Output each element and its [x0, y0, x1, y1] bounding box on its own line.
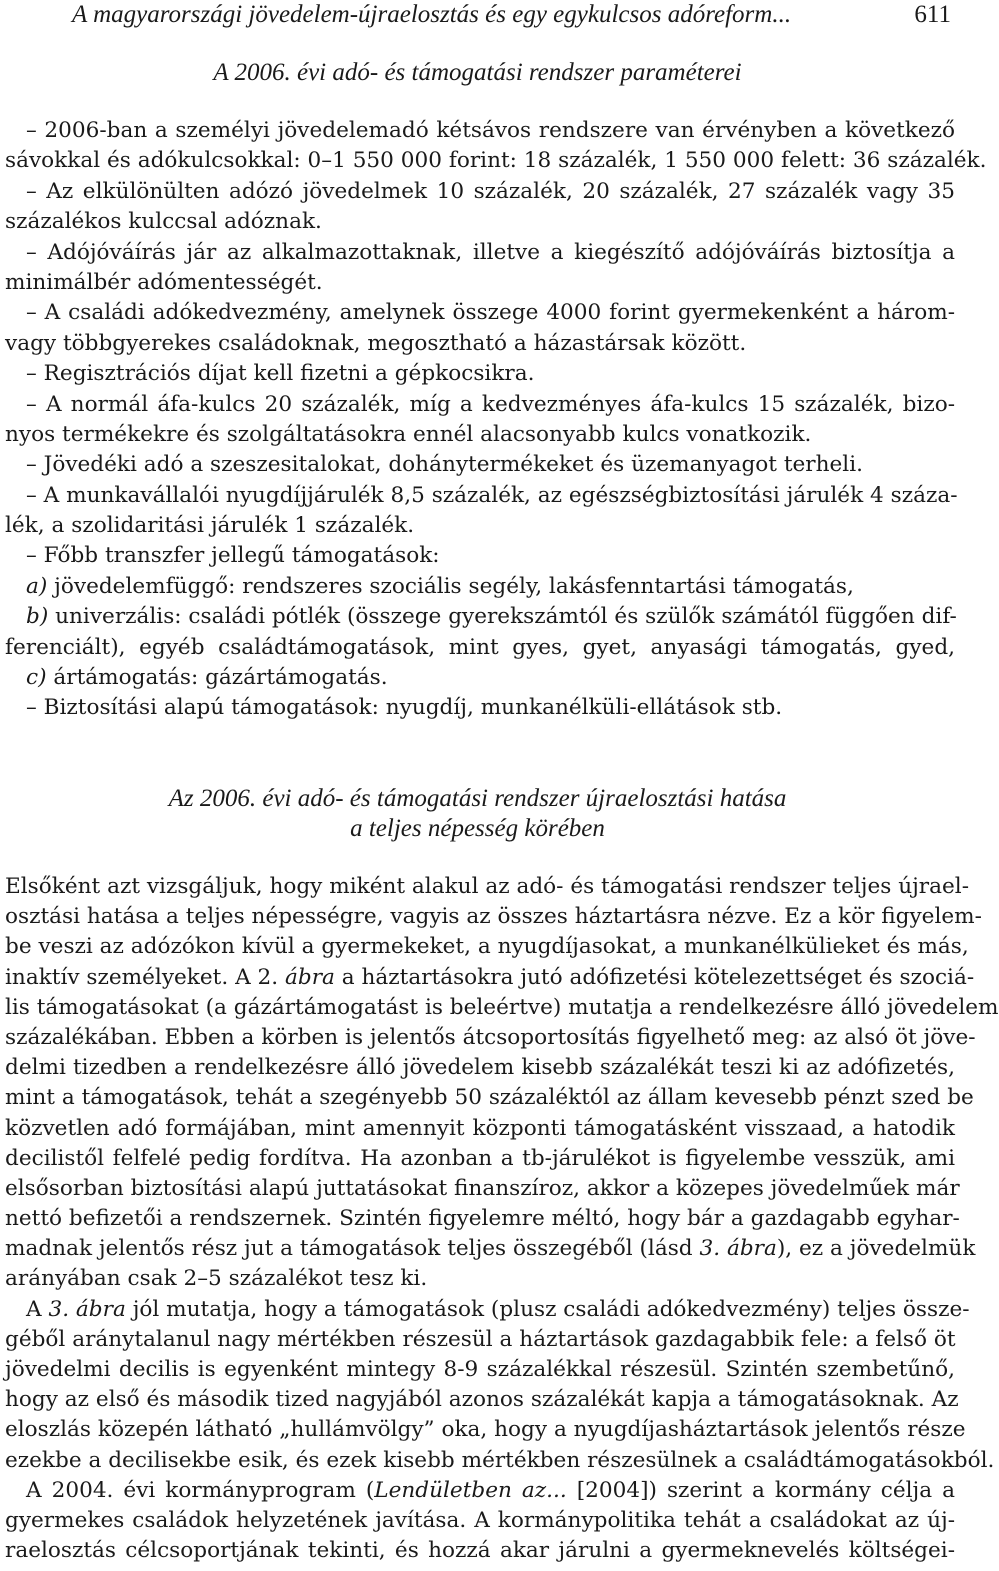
citation-title: Lendületben az...	[374, 1477, 567, 1503]
paragraph-line: osztási hatása a teljes népességre, vagyis az összes háztartásra nézve. Ez a kör figyelem-	[5, 904, 982, 930]
parameter-line: – Jövedéki adó a szeszesitalokat, dohánytermékeket és üzemanyagot terheli.	[26, 452, 863, 478]
paragraph-line: jövedelmi decilis is egyenként mintegy 8-9 százalékkal részesül. Szintén szembetűnő,	[5, 1357, 955, 1382]
paragraph-line: decilistől felfelé pedig fordítva. Ha azonban a tb-járulékot is figyelembe vesszük, ami	[5, 1145, 955, 1171]
paragraph-line: arányában csak 2–5 százalékot tesz ki.	[5, 1266, 428, 1292]
parameter-line: sávokkal és adókulcsokkal: 0–1 550 000 forint: 18 százalék, 1 550 000 felett: 36 százalék.	[5, 148, 987, 174]
parameter-line: lék, a szolidaritási járulék 1 százalék.	[5, 513, 415, 539]
section-heading-redistribution: Az 2006. évi adó- és támogatási rendszer újraelosztási hatása	[168, 785, 787, 812]
parameter-line: – A munkavállalói nyugdíjjárulék 8,5 százalék, az egészségbiztosítási járulék 4 száza-	[26, 482, 958, 508]
parameter-line: vagy többgyerekes családoknak, megosztható a házastársak között.	[5, 330, 747, 356]
text-run: a háztartásokra jutó adófizetési kötelezettséget és szociá-	[334, 964, 975, 990]
paragraph-line: százalékában. Ebben a körben is jelentős átcsoportosítás figyelhető meg: az alsó öt jöve-	[5, 1024, 976, 1050]
paragraph-line: lis támogatásokat (a gázártámogatást is beleértve) mutatja a rendelkezésre álló jövedelem	[5, 994, 999, 1020]
text-run: madnak jelentős rész jut a támogatások teljes összegéből (lásd	[5, 1236, 700, 1262]
item-label: a)	[26, 573, 48, 599]
transfer-item-b	[5, 602, 955, 632]
parameter-line: – Az elkülönülten adózó jövedelmek 10 százalék, 20 százalék, 27 százalék vagy 35	[26, 178, 955, 204]
text-run: A	[26, 1296, 49, 1322]
paragraph-line: mint a támogatások, tehát a szegényebb 50 százaléktól az állam kevesebb pénzt szed be	[5, 1085, 974, 1111]
paragraph-line: be veszi az adózókon kívül a gyermekeket, a nyugdíjasokat, a munkanélkülieket és más,	[5, 934, 969, 960]
paragraph-line: hogy az első és második tized nagyjából azonos százalékát kapja a támogatásoknak. Az	[5, 1387, 959, 1413]
text-run: [2004]) szerint a kormány célja a	[566, 1477, 955, 1503]
figure-reference: 3. ábra	[699, 1236, 777, 1262]
parameter-line: minimálbér adómentességét.	[5, 269, 323, 295]
page-number: 611	[914, 1, 951, 28]
text-run: inaktív személyeket. A 2.	[5, 964, 285, 990]
paragraph-line: ezekbe a decilisekbe esik, és ezek kisebb mértékben részesülnek a családtámogatásokból.	[5, 1447, 995, 1473]
parameter-line: százalékos kulccsal adóznak.	[5, 209, 322, 235]
paragraph-line: elsősorban biztosítási alapú juttatásokat finanszíroz, akkor a közepes jövedelműek már	[5, 1175, 960, 1201]
figure-reference: ábra	[285, 964, 335, 990]
item-text: univerzális: családi pótlék (összege gyerekszámtól és szülők számától függően dif-	[48, 604, 957, 630]
text-run: ), ez a jövedelmük	[776, 1236, 976, 1262]
paragraph-line: raelosztás célcsoportjának tekinti, és hozzá akar járulni a gyermeknevelés költségei-	[5, 1538, 955, 1564]
running-header	[0, 0, 955, 30]
transfer-item-b-continued: ferenciált), egyéb családtámogatások, mint gyes, gyet, anyasági támogatás, gyed,	[5, 634, 955, 660]
transfer-item-c	[5, 663, 955, 693]
paragraph-line: géből aránytalanul nagy mértékben részesül a háztartások gazdagabbik fele: a felső öt	[5, 1326, 956, 1352]
body-text	[5, 872, 999, 1566]
running-title: A magyarországi jövedelem-újraelosztás és egy egykulcsos adóreform...	[72, 1, 792, 28]
item-label: b)	[26, 604, 49, 630]
text-run: jól mutatja, hogy a támogatások (plusz családi adókedvezmény) teljes össze-	[125, 1296, 970, 1322]
paragraph-line: közvetlen adó formájában, mint amennyit központi támogatásként visszaad, a hatodik	[5, 1115, 955, 1141]
parameter-line: – Biztosítási alapú támogatások: nyugdíj, munkanélküli-ellátások stb.	[26, 695, 783, 721]
section-heading-parameters: A 2006. évi adó- és támogatási rendszer paraméterei	[213, 59, 742, 86]
paragraph-line: nettó befizetői a rendszernek. Szintén figyelemre méltó, hogy bár a gazdagabb egyhar-	[5, 1206, 960, 1232]
parameter-line: – Regisztrációs díjat kell fizetni a gépkocsikra.	[26, 361, 535, 387]
paragraph-line	[5, 1476, 955, 1506]
item-text: ártámogatás: gázártámogatás.	[46, 665, 388, 691]
paragraph-line: delmi tizedben a rendelkezésre álló jövedelem kisebb százalékát teszi ki az adófizetés,	[5, 1055, 955, 1081]
parameters-list	[5, 116, 987, 724]
paragraph-line: gyermekes családok helyzetének javítása. A kormánypolitika tehát a családokat az új-	[5, 1507, 955, 1533]
parameter-line: – Adójóváírás jár az alkalmazottaknak, illetve a kiegészítő adójóváírás biztosítja a	[26, 239, 955, 265]
paragraph-line: eloszlás közepén látható „hullámvölgy” oka, hogy a nyugdíjasháztartások jelentős része	[5, 1417, 966, 1443]
figure-reference: 3. ábra	[48, 1296, 126, 1322]
item-label: c)	[26, 665, 47, 691]
parameter-line: – A normál áfa-kulcs 20 százalék, míg a kedvezményes áfa-kulcs 15 százalék, bizo-	[26, 391, 955, 417]
transfer-item-a	[5, 572, 955, 602]
text-run: A 2004. évi kormányprogram (	[26, 1477, 375, 1503]
paragraph-line	[5, 1234, 976, 1264]
parameter-line: – A családi adókedvezmény, amelynek összege 4000 forint gyermekenként a három-	[26, 300, 955, 326]
paragraph-line	[5, 1295, 970, 1325]
paragraph-line: Elsőként azt vizsgáljuk, hogy miként alakul az adó- és támogatási rendszer teljes újrael-	[5, 874, 969, 899]
item-text: jövedelemfüggő: rendszeres szociális segély, lakásfenntartási támogatás,	[47, 573, 854, 599]
parameter-line: – 2006-ban a személyi jövedelemadó kétsávos rendszere van érvényben a következő	[26, 118, 955, 143]
paragraph-line	[5, 963, 975, 993]
section-heading-redistribution-line2: a teljes népesség körében	[350, 815, 605, 842]
parameter-line: – Főbb transzfer jellegű támogatások:	[26, 543, 440, 569]
parameter-line: nyos termékekre és szolgáltatásokra ennél alacsonyabb kulcs vonatkozik.	[5, 421, 812, 447]
